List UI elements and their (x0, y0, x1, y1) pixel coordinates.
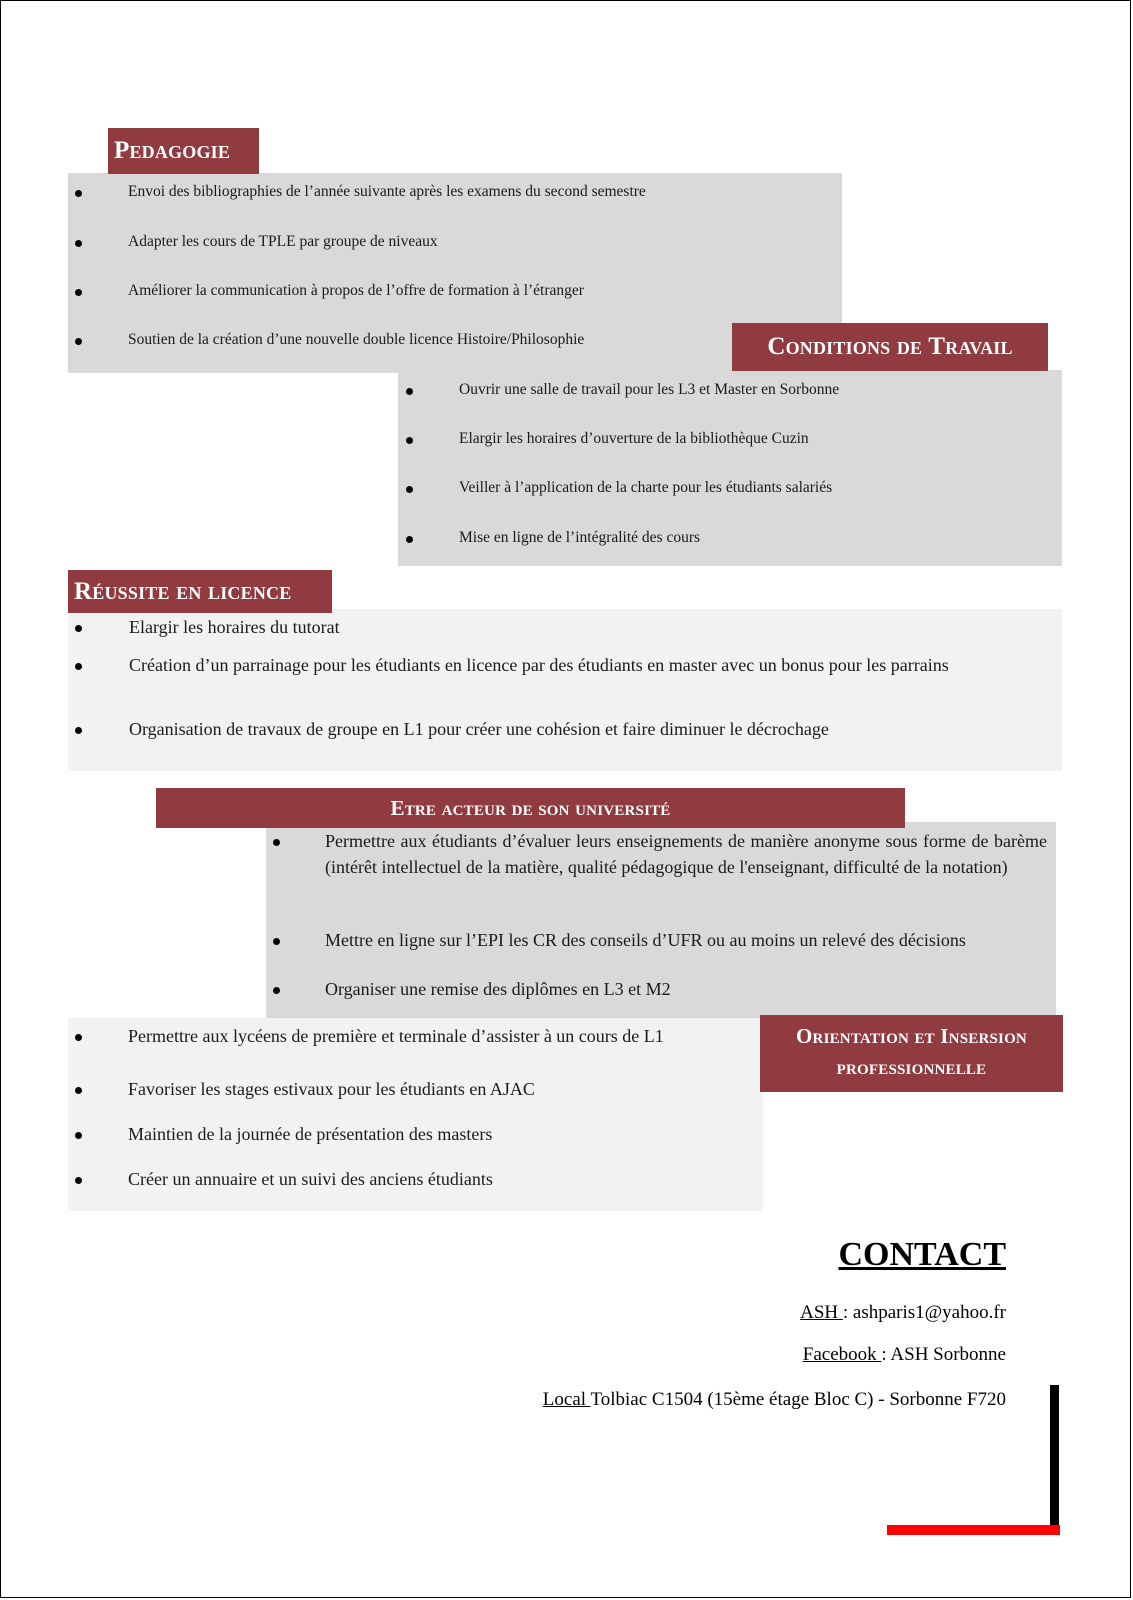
bullet-icon (75, 240, 82, 247)
orientation-heading (760, 1015, 1063, 1092)
bullet-icon (75, 190, 82, 197)
contact-facebook (803, 1344, 1006, 1366)
bullet-icon (75, 625, 82, 632)
reussite-title: Réussite en licence (74, 578, 292, 605)
acteur-title: Etre acteur de son université (390, 796, 671, 820)
contact-local-label: Local (542, 1389, 591, 1410)
bullet-icon (75, 727, 82, 734)
orientation-title-line1: Orientation et Insersion (796, 1024, 1027, 1048)
contact-facebook-label: Facebook (802, 1344, 882, 1365)
reussite-heading (68, 570, 332, 613)
conditions-heading (732, 323, 1048, 371)
conditions-title: Conditions de Travail (767, 333, 1013, 360)
bullet-icon (75, 289, 82, 296)
contact-ash-label: ASH (800, 1302, 843, 1323)
pedagogie-title: Pedagogie (114, 137, 231, 164)
pedagogie-heading (108, 128, 259, 174)
bullet-icon (75, 1132, 82, 1139)
bullet-icon (75, 1034, 82, 1041)
contact-facebook-value: : ASH Sorbonne (881, 1344, 1006, 1365)
bullet-icon (406, 486, 413, 493)
bullet-icon (75, 663, 82, 670)
contact-title: CONTACT (838, 1236, 1006, 1273)
bullet-icon (75, 338, 82, 345)
bullet-icon (273, 839, 280, 846)
contact-ash (800, 1302, 1006, 1324)
bullet-icon (273, 938, 280, 945)
bullet-icon (406, 388, 413, 395)
decorative-black-bar (1050, 1385, 1059, 1533)
contact-ash-value[interactable]: : ashparis1@yahoo.fr (842, 1302, 1006, 1323)
acteur-heading (156, 788, 905, 828)
bullet-icon (273, 987, 280, 994)
contact-local-value: Tolbiac C1504 (15ème étage Bloc C) - Sorbonne F720 (590, 1389, 1006, 1410)
decorative-red-bar (887, 1525, 1060, 1535)
bullet-icon (75, 1177, 82, 1184)
bullet-icon (75, 1087, 82, 1094)
orientation-title-line2: professionnelle (836, 1055, 987, 1079)
bullet-icon (406, 437, 413, 444)
contact-local (543, 1389, 1006, 1411)
bullet-icon (406, 536, 413, 543)
